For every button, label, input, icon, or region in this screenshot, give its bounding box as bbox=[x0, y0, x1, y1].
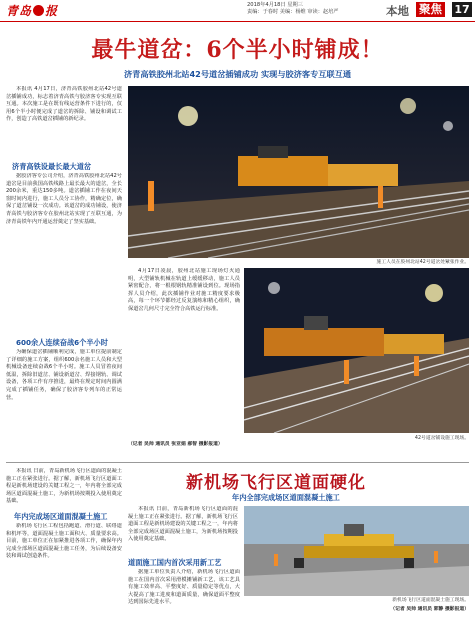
editor-credits: 责编：于春时 美编：杨维 审读：赵培严 bbox=[247, 9, 339, 15]
article-divider bbox=[6, 462, 469, 463]
article1-body3-text: 4月17日凌晨，胶州北站施工现场灯火通明，大型铺轨机械在轨道上缓缓移动，施工人员紧密配合，将一根根钢轨精准铺设到位。现场指挥人员介绍，此次插铺作业对施工精度要求极高，每一个环节都经过反复演练和精心组织，确保道岔几何尺寸完全符合高铁运行标准。 bbox=[128, 268, 240, 312]
article2-body-middle-text: 本报讯 日前，青岛新机场飞行区道面的混凝土施工正在紧张进行。据了解，新机场飞行区道面工程是新机场建设的关键工程之一，年内将全部完成场区道面混凝土施工，为新机场按期投入使用奠定基础。 bbox=[128, 506, 238, 543]
airport-paving-photo bbox=[244, 506, 469, 596]
article2-body2 bbox=[128, 569, 240, 619]
article2-body-middle bbox=[128, 506, 238, 556]
logo-mark-icon bbox=[33, 5, 44, 16]
main-headline: 最牛道岔：6个半小时铺成！ bbox=[91, 37, 384, 63]
article1-byline: （记者 吴帅 通讯员 张亚娟 郝智 摄影报道） bbox=[128, 442, 223, 447]
logo-text-left: 青岛 bbox=[6, 4, 33, 18]
article2-byline: （记者 吴帅 通讯员 郭静 摄影报道） bbox=[390, 607, 469, 612]
article2-lead-text: 本报讯 日前，青岛新机场飞行区道面的混凝土施工正在紧张进行。据了解，新机场飞行区道面工程是新机场建设的关键工程之一，年内将全部完成场区道面混凝土施工，为新机场按期投入使用奠定基础。 bbox=[6, 468, 122, 505]
article1-heading1: 济青高铁设最长最大道岔 bbox=[12, 162, 92, 171]
track-photo-main bbox=[128, 86, 469, 258]
article2-body1-text: 新机场飞行区工程包括跑道、滑行道、联络道和机坪等，道面混凝土施工面积大、质量要求高。目前，施工单位正在加紧推进各项工作，确保年内完成全部场区道面混凝土施工任务，为后续设备安装和调试创造条件。 bbox=[6, 523, 122, 560]
section-label-highlight: 聚焦 bbox=[416, 2, 445, 17]
logo-text-right: 报 bbox=[45, 4, 59, 18]
photo-caption-1: 施工人员在胶州北站42号道岔处紧张作业。 bbox=[376, 260, 469, 265]
article1-lead-text: 本报讯 4月17日，济青高铁胶州北站42号道岔插铺成功，标志着济青高铁与胶济客专实现互联互通。本次施工是在既有线运营条件下进行的，仅用6个半小时便完成了道岔的拆除、铺设和调试工作，创造了高铁道岔插铺的新纪录。 bbox=[6, 86, 122, 123]
article2-body1 bbox=[6, 523, 122, 618]
article1-body3 bbox=[128, 268, 240, 438]
article2-lead bbox=[6, 468, 122, 510]
article1-body2 bbox=[6, 349, 122, 459]
photo-caption-2: 42号道岔铺设施工现场。 bbox=[414, 436, 469, 441]
article2-body2-text: 据施工单位负责人介绍，新机场飞行区道面施工在国内首次采用滑模摊铺新工艺，该工艺具有施工效率高、平整度好、质量稳定等优点，大大提高了施工进度和道面质量，确保道面平整度达到国际先进水平。 bbox=[128, 569, 240, 606]
article1-lead bbox=[6, 86, 122, 160]
main-subheadline: 济青高铁胶州北站42号道岔插铺成功 实现与胶济客专互联互通 bbox=[123, 69, 352, 79]
article2-subheadline: 年内全部完成场区道面混凝土施工 bbox=[232, 493, 340, 502]
masthead-meta bbox=[247, 2, 339, 16]
article1-body2-text: 为确保道岔插铺顺利完成，施工单位提前制定了详细的施工方案，组织600余名施工人员和大型机械设备连续奋战6个半小时。施工人员冒着夜间低温，拆除旧道岔、铺设新道岔、焊接钢轨、调试设备，各项工作有序推进，最终在规定时间内圆满完成了插铺任务，确保了胶济客专列车的正常运营。 bbox=[6, 349, 122, 401]
issue-date: 2018年4月18日 星期三 bbox=[247, 2, 303, 8]
article2-heading1: 年内完成场区道面混凝土施工 bbox=[14, 512, 108, 521]
track-photo-secondary bbox=[244, 268, 469, 433]
article1-body1-text: 据胶济客专公司介绍，济青高铁胶州北站42号道岔是目前我国高铁线路上最长最大的道岔，全长200余米，重达150多吨。道岔插铺工作在夜间天窗时间内进行，施工人员分工协作，精确定位，确保了道岔铺设一次成功。该道岔的成功铺设，使济青高铁与胶济客专在胶州北站实现了互联互通，为济青高铁年内开通运营奠定了坚实基础。 bbox=[6, 173, 122, 225]
article1-body1 bbox=[6, 173, 122, 333]
article1-heading2: 600余人连续奋战6个半小时 bbox=[16, 338, 108, 347]
masthead bbox=[0, 0, 475, 22]
article2-headline: 新机场飞行区道面硬化 bbox=[186, 473, 366, 493]
newspaper-logo bbox=[6, 2, 58, 19]
article2-heading2: 道面施工国内首次采用新工艺 bbox=[128, 558, 222, 567]
page-number: 17 bbox=[452, 2, 472, 17]
section-label: 本地 bbox=[386, 4, 409, 18]
photo-caption-3: 新机场飞行区道面混凝土施工现场。 bbox=[392, 598, 469, 603]
